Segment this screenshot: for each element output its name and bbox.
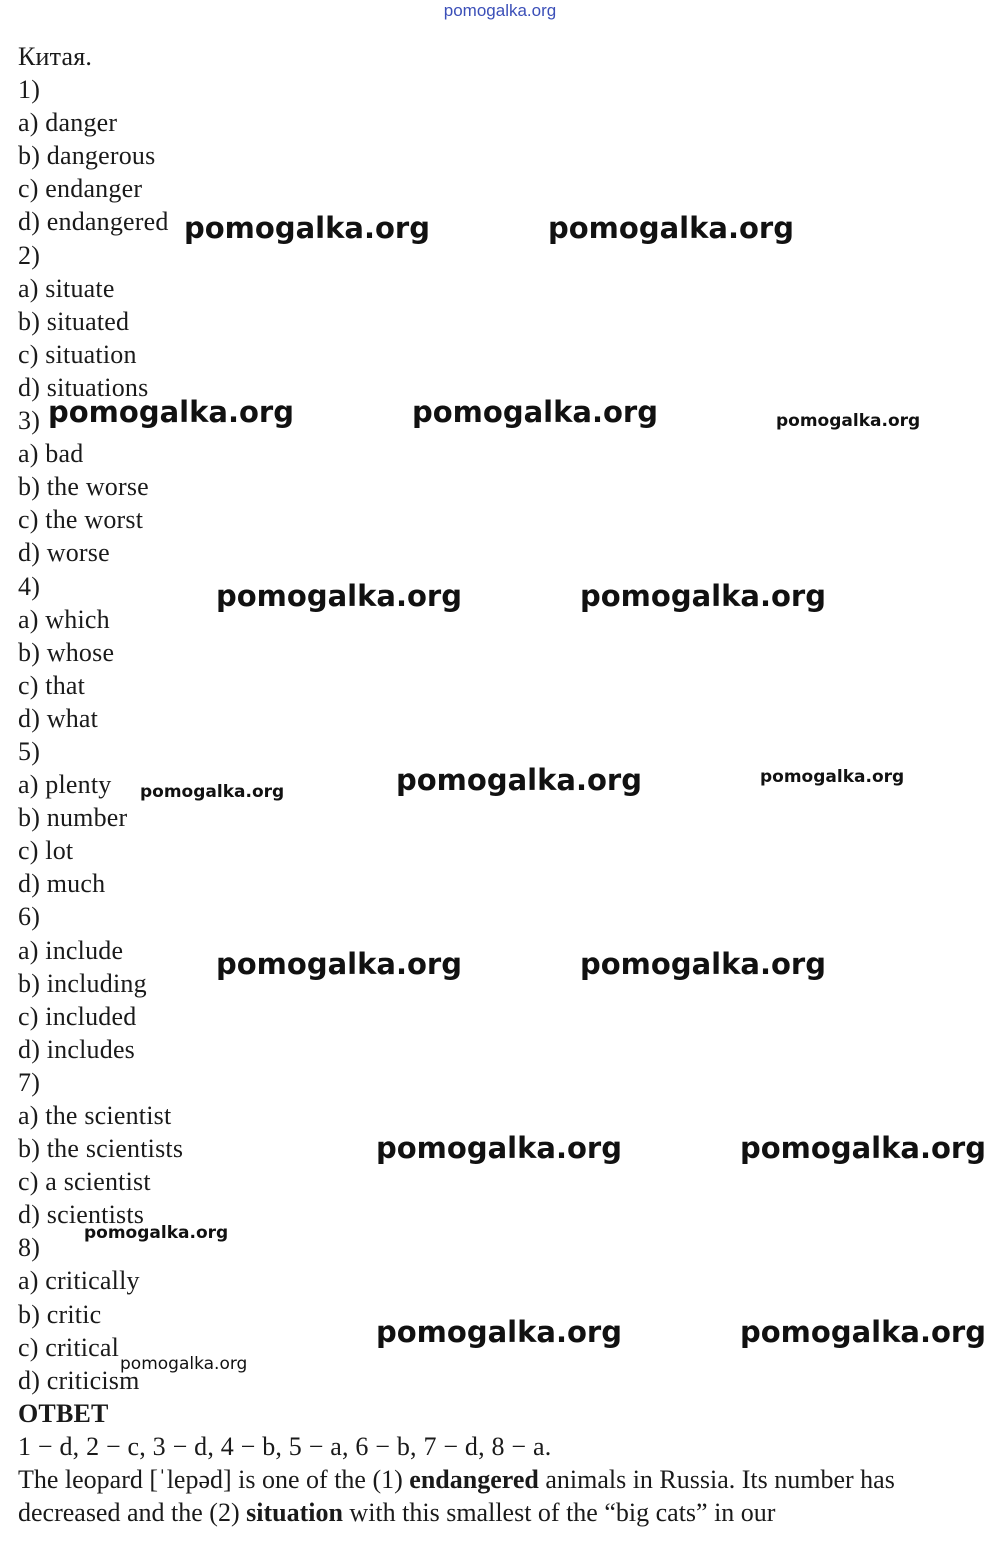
option: a) situate xyxy=(18,273,115,303)
option: a) plenty xyxy=(18,770,112,800)
option: b) dangerous xyxy=(18,141,156,171)
bold-answer: endangered xyxy=(409,1465,539,1495)
watermark: pomogalka.org xyxy=(120,1354,248,1374)
watermark: pomogalka.org xyxy=(184,211,430,245)
watermark: pomogalka.org xyxy=(396,763,642,797)
option: d) worse xyxy=(18,538,110,568)
watermark: pomogalka.org xyxy=(760,767,905,787)
watermark: pomogalka.org xyxy=(140,782,285,802)
question-number: 4) xyxy=(18,571,41,601)
question-number: 1) xyxy=(18,75,41,105)
watermark: pomogalka.org xyxy=(376,1315,622,1349)
paragraph-text: with this smallest of the “big cats” in our xyxy=(342,1498,776,1528)
question-number: 7) xyxy=(18,1067,41,1097)
option: a) bad xyxy=(18,439,84,469)
option: c) included xyxy=(18,1001,137,1031)
bold-answer: situation xyxy=(246,1498,343,1528)
option: d) scientists xyxy=(18,1200,145,1230)
option: d) situations xyxy=(18,372,149,402)
option: b) the worse xyxy=(18,472,149,502)
question-number: 3) xyxy=(18,406,41,436)
option: d) includes xyxy=(18,1034,136,1064)
question-number: 2) xyxy=(18,240,41,270)
option: a) critically xyxy=(18,1266,140,1296)
option: b) situated xyxy=(18,306,130,336)
option: d) criticism xyxy=(18,1365,140,1395)
question-number: 5) xyxy=(18,736,41,766)
option: b) the scientists xyxy=(18,1134,184,1164)
watermark: pomogalka.org xyxy=(84,1223,229,1243)
option: b) number xyxy=(18,803,128,833)
option: b) including xyxy=(18,968,147,998)
option: d) what xyxy=(18,703,99,733)
watermark: pomogalka.org xyxy=(740,1131,986,1165)
watermark: pomogalka.org xyxy=(776,411,921,431)
question-number: 8) xyxy=(18,1233,41,1263)
option: c) endanger xyxy=(18,174,143,204)
answer-paragraph xyxy=(18,1463,988,1529)
option: c) a scientist xyxy=(18,1167,151,1197)
option: b) whose xyxy=(18,637,115,667)
watermark: pomogalka.org xyxy=(580,579,826,613)
watermark: pomogalka.org xyxy=(216,947,462,981)
question-number: 6) xyxy=(18,902,41,932)
option: c) the worst xyxy=(18,505,144,535)
option: c) that xyxy=(18,670,86,700)
option: b) critic xyxy=(18,1299,102,1329)
text-line: Китая. xyxy=(18,42,93,71)
option: c) critical xyxy=(18,1332,120,1362)
option: a) the scientist xyxy=(18,1101,172,1130)
watermark: pomogalka.org xyxy=(216,579,462,613)
answer-heading: ОТВЕТ xyxy=(18,1398,109,1428)
option: d) endangered xyxy=(18,207,169,237)
watermark: pomogalka.org xyxy=(48,395,294,429)
answer-keys: 1 − d, 2 − c, 3 − d, 4 − b, 5 − a, 6 − b, 7 − d, 8 − a. xyxy=(18,1431,552,1461)
option: d) much xyxy=(18,869,106,899)
watermark: pomogalka.org xyxy=(376,1131,622,1165)
paragraph-text: The leopard [ˈlepəd] is one of the (1) xyxy=(18,1465,410,1495)
watermark: pomogalka.org xyxy=(740,1315,986,1349)
option: c) situation xyxy=(18,339,137,369)
option: a) which xyxy=(18,604,110,634)
option: a) include xyxy=(18,935,124,965)
site-link[interactable]: pomogalka.org xyxy=(443,1,557,20)
watermark: pomogalka.org xyxy=(412,395,658,429)
paragraph-text: animals in Russia. Its number has decreased and the (2) xyxy=(18,1465,895,1528)
watermark: pomogalka.org xyxy=(548,211,794,245)
option: a) danger xyxy=(18,108,118,138)
watermark: pomogalka.org xyxy=(580,947,826,981)
option: c) lot xyxy=(18,836,74,866)
